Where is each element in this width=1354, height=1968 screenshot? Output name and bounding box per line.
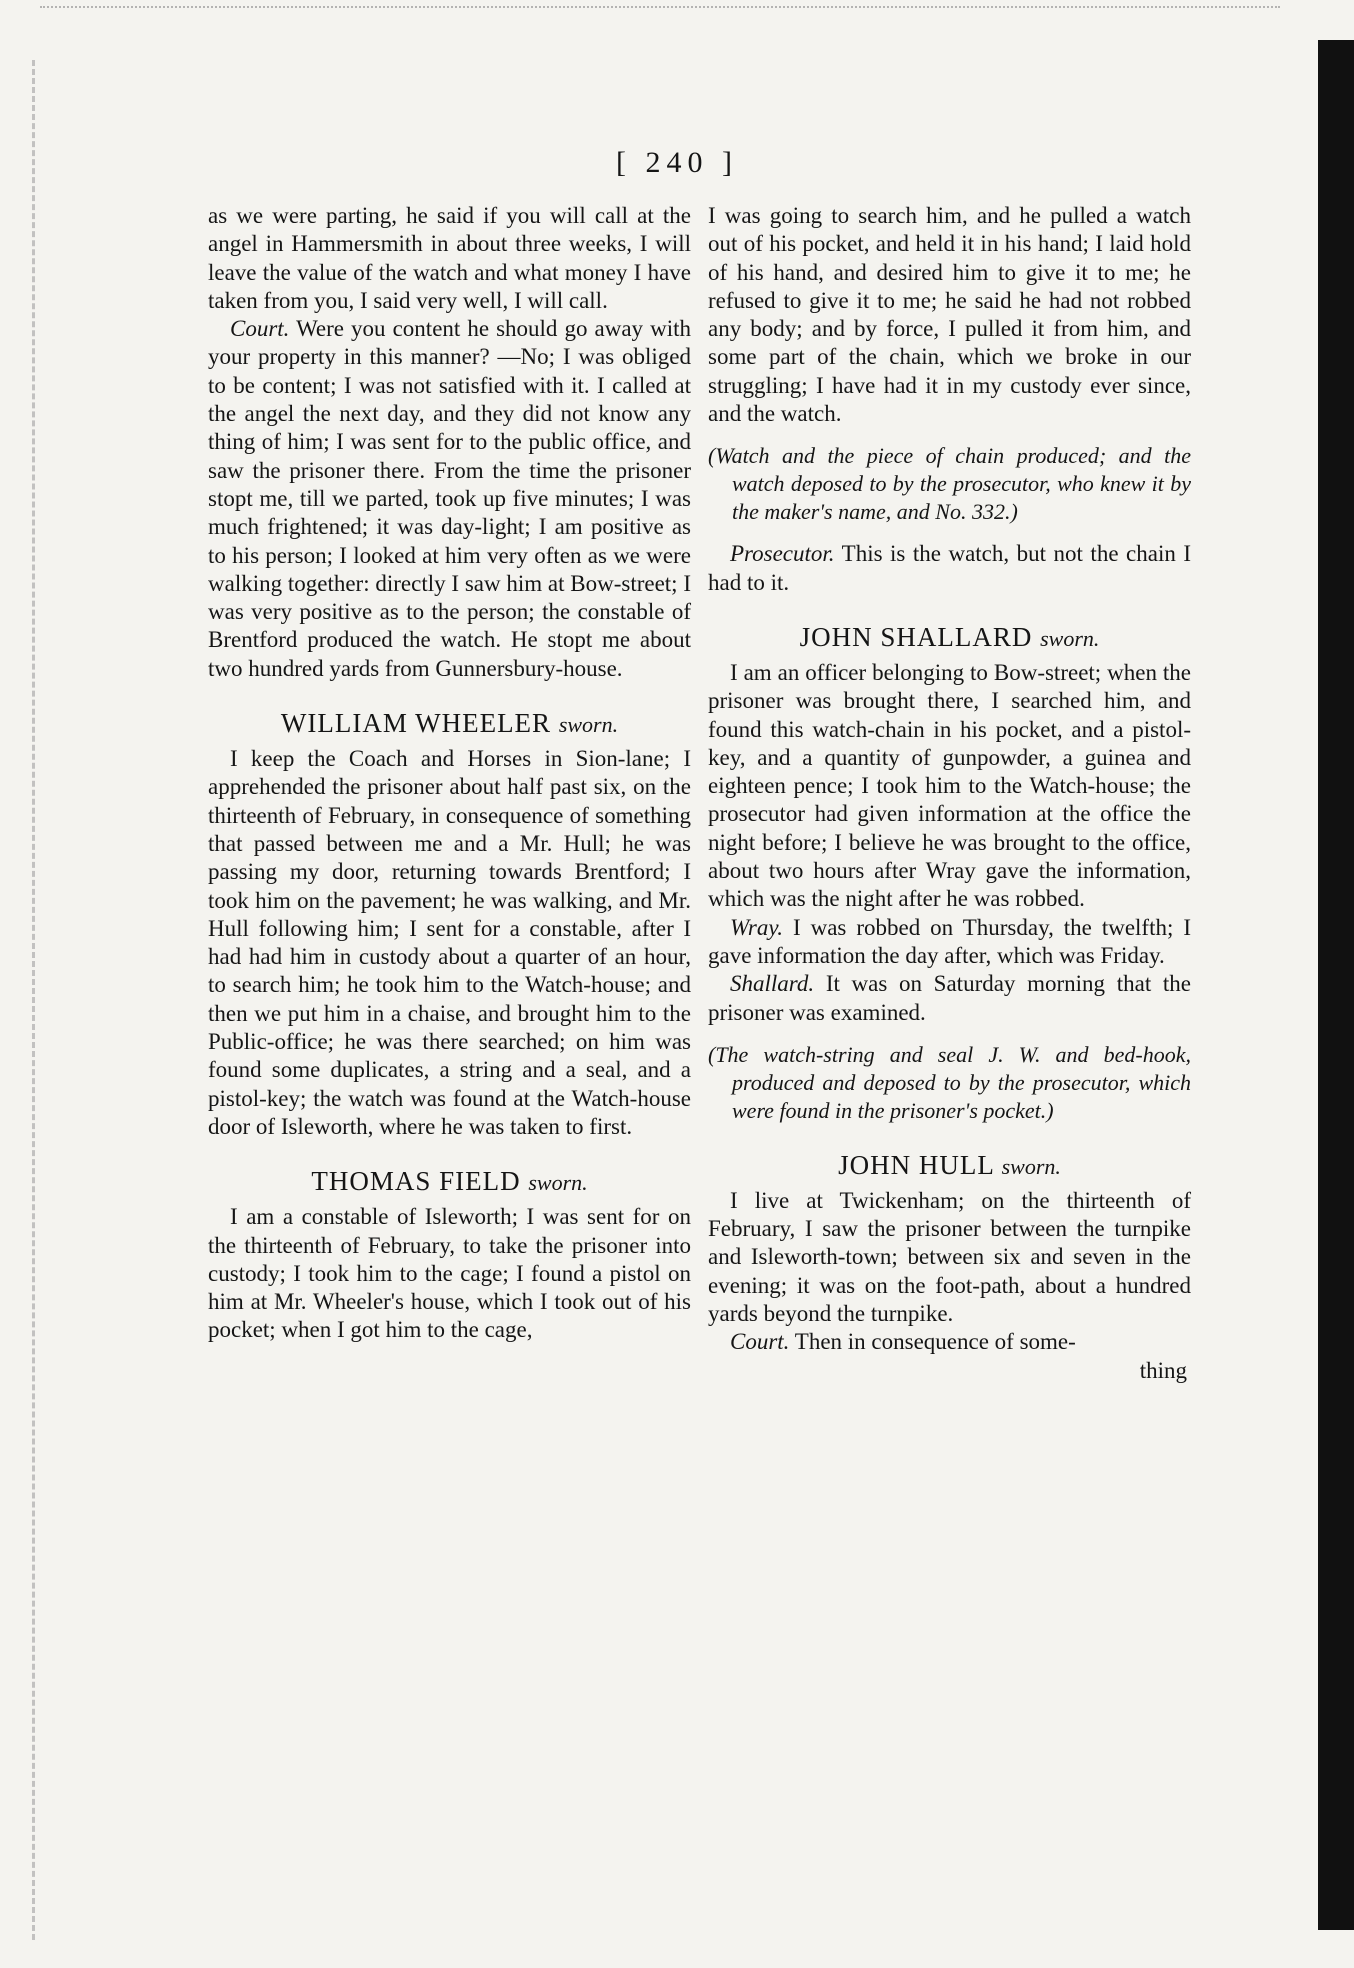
paragraph [708,1328,1191,1356]
right-column [708,202,1191,1385]
paragraph: I was going to search him, and he pulled a watch out of his pocket, and held it in his hand; I laid hold of his hand, and desired him to give it to me; he refused to give it to me; he said he had not robbed any body; and by force, I pulled it from him, and some part of the chain, which we broke in our struggling; I have had it in my custody ever since, and the watch. [708,203,1191,427]
left-column [208,202,691,1345]
paragraph-text: This is the watch, but not the chain I had to it. [708,541,1191,595]
book-spine-shadow [1318,40,1354,1930]
page-number: [ 240 ] [616,146,738,179]
paragraph [208,315,691,683]
paragraph-text: I was robbed on Thursday, the twelfth; I gave information the day after, which was Friday. [708,914,1191,968]
paragraph: I am a constable of Isleworth; I was sent for on the thirteenth of February, to take the prisoner into custody; I took him to the cage; I found a pistol on him at Mr. Wheeler's house, which I took out of his pocket; when I got him to the cage, [208,1204,691,1343]
witness-name: WILLIAM WHEELER [280,708,552,739]
sworn-label: sworn. [1001,1153,1061,1179]
speaker-label: Prosecutor. [730,541,835,567]
witness-heading [208,707,691,741]
witness-heading [708,1149,1191,1183]
speaker-label: Court. [730,1329,790,1355]
witness-heading [708,621,1191,655]
witness-name: JOHN HULL [838,1149,994,1180]
paragraph [708,540,1191,597]
page-edge-top [40,6,1280,11]
speaker-label: Court. [230,316,290,342]
sworn-label: sworn. [1040,625,1100,651]
paragraph: as we were parting, he said if you will call at the angel in Hammersmith in about three weeks, I will leave the value of the watch and what money I have taken from you, I said very well, I will call. [208,203,691,313]
speaker-label: Wray. [730,914,784,940]
catchword: thing [1139,1357,1187,1383]
paragraph-text: Were you content he should go away with your property in this manner? —No; I was obliged to be content; I was not satisfied with it. I called at the angel the next day, and they did not know any thing of him; I was sent for to the public office, and saw the prisoner there. From the time the prisoner stopt me, till we parted, took up five minutes; I was much frightened; it was day-light; I am positive as to his person; I looked at him very often as we were walking together: directly I saw him at Bow-street; I was very positive as to the person; the constable of Brentford produced the watch. He stopt me about two hundred yards from Gunnersbury-house. [208,316,691,681]
speaker-label: Shallard. [730,971,815,997]
paragraph: I am an officer belonging to Bow-street; when the prisoner was brought there, I searched him, and found this watch-chain in his pocket, and a pistol-key, and a quantity of gunpowder, a guinea and eighteen pence; I took him to the Watch-house; the prosecutor had given information at the office the night before; I believe he was brought to the office, about two hours after Wray gave the information, which was the night after he was robbed. [708,659,1191,912]
paragraph-text: It was on Saturday morning that the prisoner was examined. [708,971,1191,1025]
paragraph: I live at Twickenham; on the thirteenth of February, I saw the prisoner between the turnpike and Isleworth-town; between six and seven in the evening; it was on the foot-path, about a hundred yards beyond the turnpike. [708,1187,1191,1327]
witness-name: JOHN SHALLARD [799,621,1033,652]
paragraph [708,914,1191,971]
sworn-label: sworn. [558,712,619,738]
paragraph-text: Then in consequence of some- [789,1329,1076,1355]
witness-heading [208,1165,691,1199]
page-edge-left [32,60,41,1940]
paragraph [708,970,1191,1027]
paragraph: I keep the Coach and Horses in Sion-lane; I apprehended the prisoner about half past six, on the thirteenth of February, in consequence of something that passed between me and a Mr. Hull; he was passing my door, returning towards Brentford; I took him on the pavement; he was walking, and Mr. Hull following him; I sent for a constable, after I had had him in custody about a quarter of an hour, to search him; he took him to the Watch-house; and then we put him in a chaise, and brought him to the Public-office; he was there searched; on him was found some duplicates, a string and a seal, and a pistol-key; the watch was found at the Watch-house door of Isleworth, where he was taken to first. [208,746,691,1139]
court-note: (Watch and the piece of chain produced; and the watch deposed to by the prosecutor, who knew it by the maker's name, and No. 332.) [708,443,1191,525]
court-note: (The watch-string and seal J. W. and bed-hook, produced and deposed to by the prosecutor, which were found in the prisoner's pocket.) [708,1041,1191,1123]
witness-name: THOMAS FIELD [311,1166,521,1197]
sworn-label: sworn. [528,1170,588,1196]
